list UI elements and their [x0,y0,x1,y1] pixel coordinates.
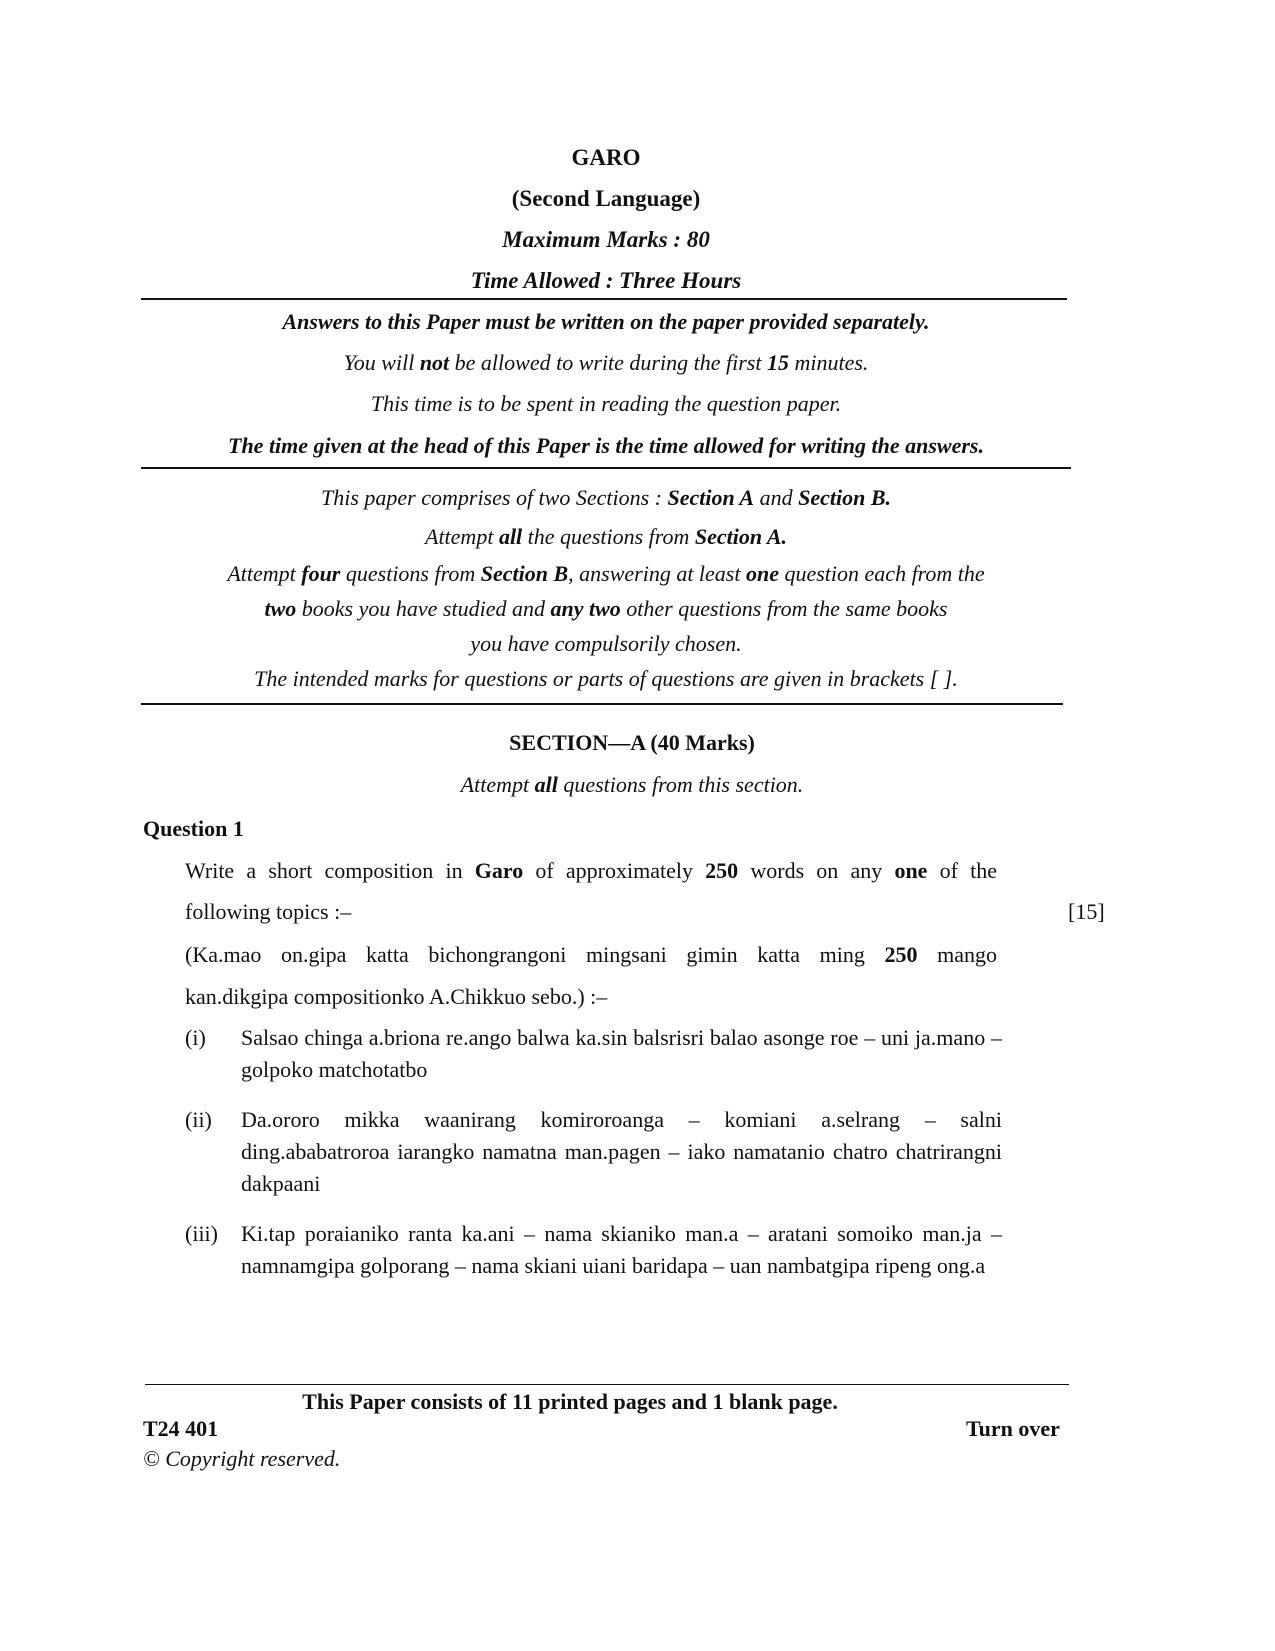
topic-number: (i) [185,1025,206,1050]
language-subtitle: (Second Language) [511,186,701,211]
page-count-note: This Paper consists of 11 printed pages and 1 blank page. [302,1389,838,1414]
question-1-line-1: Write a short composition in Garo of approximately 250 words on any one of the [185,858,997,883]
section-a-title: SECTION—A (40 Marks) [509,730,755,755]
instruction-5: you have compulsorily chosen. [470,631,742,656]
topic-text: Ki.tap poraianiko ranta ka.ani – nama skianiko man.a – aratani somoiko man.ja – namnamgipa golporang – nama skiani uiani baridapa – uan nambatgipa ripeng ong.a [241,1221,1002,1278]
divider-middle [141,467,1071,469]
question-1-garo-line-1: (Ka.mao on.gipa katta bichongrangoni mingsani gimin katta ming 250 mango [185,942,997,967]
footer-divider [145,1384,1069,1385]
instruction-2: Attempt all the questions from Section A. [425,524,787,549]
time-allowed: Time Allowed : Three Hours [470,268,742,293]
notice-line-2: You will not be allowed to write during the first 15 minutes. [343,350,869,375]
question-1-line-2: following topics :– [185,899,352,924]
subject-title: GARO [571,145,641,170]
topic-number: (iii) [185,1221,218,1246]
max-marks: Maximum Marks : 80 [502,227,710,252]
instruction-6: The intended marks for questions or parts of questions are given in brackets [ ]. [254,666,958,691]
notice-line-4: The time given at the head of this Paper is the time allowed for writing the answers. [228,433,984,458]
turn-over: Turn over [966,1416,1060,1441]
question-1-garo-line-2: kan.dikgipa compositionko A.Chikkuo sebo.) :– [185,984,608,1009]
topic-text: Salsao chinga a.briona re.ango balwa ka.sin balsrisri balao asonge roe – uni ja.mano –golpoko matchotatbo [241,1025,1002,1082]
instruction-4: two books you have studied and any two other questions from the same books [264,596,948,621]
notice-line-1: Answers to this Paper must be written on the paper provided separately. [282,309,930,334]
instruction-3: Attempt four questions from Section B, answering at least one question each from the [227,561,985,586]
notice-line-3: This time is to be spent in reading the question paper. [370,391,842,416]
instruction-1: This paper comprises of two Sections : Section A and Section B. [321,485,891,510]
divider-bottom [141,703,1063,705]
question-1-label: Question 1 [143,816,244,841]
question-1-marks: [15] [1068,899,1105,924]
section-a-subtitle: Attempt all questions from this section. [460,772,804,797]
paper-code: T24 401 [143,1416,219,1441]
divider-top [141,298,1067,300]
topic-number: (ii) [185,1107,212,1132]
copyright: © Copyright reserved. [143,1446,341,1471]
topic-text: Da.ororo mikka waanirang komiroroanga – komiani a.selrang – salni ding.ababatroroa iarangko namatna man.pagen – iako namatanio chatro chatrirangni dakpaani [241,1107,1002,1196]
